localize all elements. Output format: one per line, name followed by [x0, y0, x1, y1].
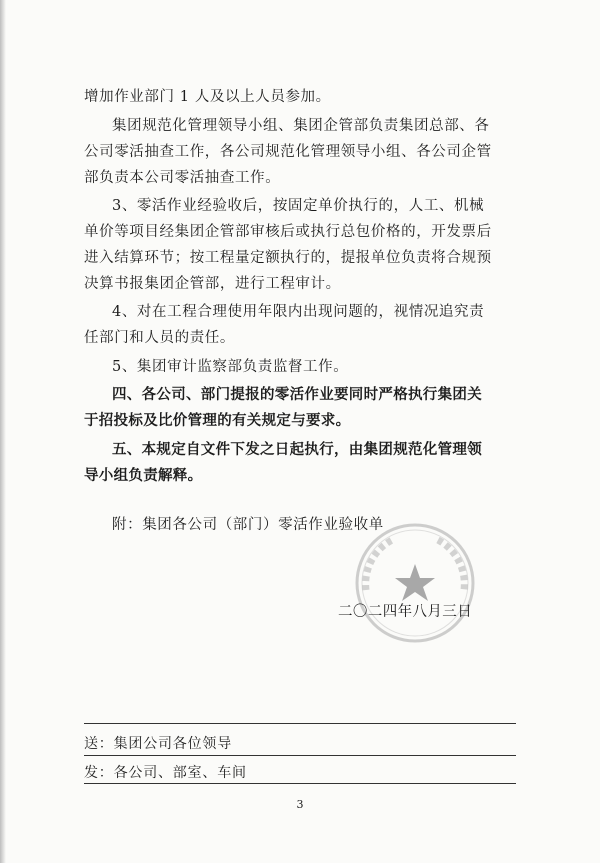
divider-top	[84, 723, 516, 724]
body-line: 公司零活抽查工作，各公司规范化管理领导小组、各公司企管	[84, 144, 492, 160]
section-heading-4: 四、各公司、部门提报的零活作业要同时严格执行集团关	[112, 387, 482, 403]
send-recipients: 集团公司各位领导	[113, 736, 233, 752]
issue-to-line	[84, 762, 247, 782]
page-number: 3	[296, 798, 304, 811]
body-line: 于招投标及比价管理的有关规定与要求。	[84, 413, 351, 429]
body-line: 单价等项目经集团企管部审核后或执行总包价格的，开发票后	[84, 224, 492, 240]
divider-middle	[84, 755, 516, 756]
body-line: 部负责本公司零活抽查工作。	[84, 170, 281, 186]
divider-bottom	[84, 783, 516, 784]
body-line: 4、对在工程合理使用年限内出现问题的，视情况追究责	[112, 304, 485, 320]
document-date: 二〇二四年八月三日	[338, 604, 473, 620]
body-line: 任部门和人员的责任。	[84, 330, 235, 346]
issue-label: 发：	[84, 765, 114, 781]
send-label: 送：	[84, 736, 114, 752]
official-seal-icon	[352, 520, 478, 646]
send-to-line	[84, 733, 232, 753]
scan-shadow	[0, 0, 6, 863]
body-line: 5、集团审计监察部负责监督工作。	[112, 359, 349, 375]
body-line: 集团规范化管理领导小组、集团企管部负责集团总部、各	[112, 118, 490, 134]
body-line: 增加作业部门 1 人及以上人员参加。	[84, 89, 331, 105]
attachment-note: 附：集团各公司（部门）零活作业验收单	[112, 517, 384, 533]
issue-recipients: 各公司、部室、车间	[113, 765, 247, 781]
body-line: 导小组负责解释。	[84, 468, 203, 484]
body-line: 进入结算环节；按工程量定额执行的，提报单位负责将合规预	[84, 250, 492, 266]
body-line: 3、零活作业经验收后，按固定单价执行的，人工、机械	[112, 198, 485, 214]
body-line: 决算书报集团企管部，进行工程审计。	[84, 276, 341, 292]
section-heading-5: 五、本规定自文件下发之日起执行，由集团规范化管理领	[112, 442, 482, 458]
